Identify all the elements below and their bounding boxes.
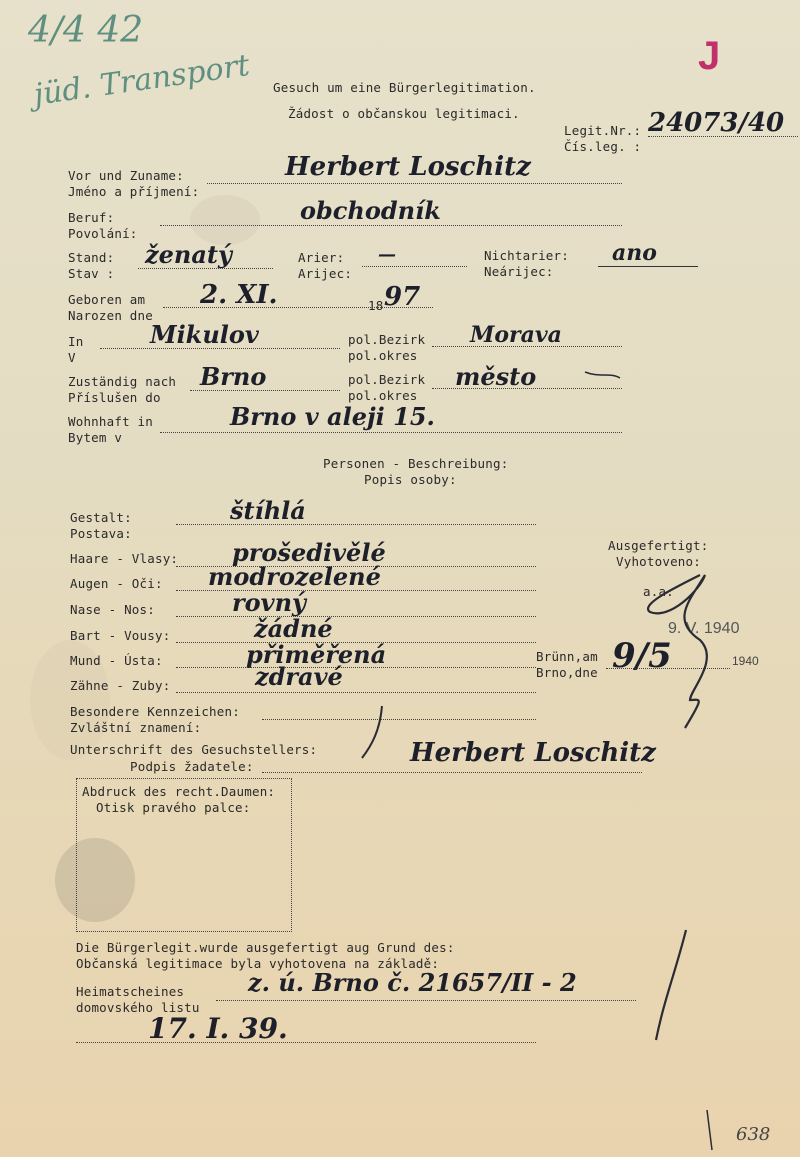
arier-value: — — [378, 244, 396, 265]
in-district-label-de: pol.Bezirk — [348, 332, 426, 347]
corner-number-note: 4/4 42 — [28, 10, 144, 51]
description-heading-de: Personen - Beschreibung: — [323, 456, 509, 471]
zustandig-district-label-cz: pol.okres — [348, 388, 418, 403]
augen-label: Augen - Oči: — [70, 576, 163, 591]
basis-line-cz: Občanská legitimace byla vyhotovena na základě: — [76, 956, 440, 971]
name-value: Herbert Loschitz — [285, 152, 531, 182]
title-de: Gesuch um eine Bürgerlegitimation. — [273, 80, 536, 95]
wohnhaft-value: Brno v aleji 15. — [230, 402, 435, 431]
occupation-value: obchodník — [300, 196, 441, 225]
nichtarier-label-de: Nichtarier: — [484, 248, 569, 263]
gestalt-label-cz: Postava: — [70, 526, 132, 541]
haare-label: Haare - Vlasy: — [70, 551, 179, 566]
description-heading-cz: Popis osoby: — [364, 472, 457, 487]
issue-date-stamp: 9. V. 1940 — [668, 620, 740, 637]
issued-place-de: Brünn,am — [536, 649, 598, 664]
bart-value: žádné — [254, 614, 333, 643]
in-district-label-cz: pol.okres — [348, 348, 418, 363]
in-label-cz: V — [68, 350, 76, 365]
in-district-value: Morava — [470, 322, 562, 348]
status-value: ženatý — [145, 240, 232, 269]
zustandig-district-label-de: pol.Bezirk — [348, 372, 426, 387]
issued-label-de: Ausgefertigt: — [608, 538, 709, 553]
transport-note: jüd. Transport — [31, 47, 252, 113]
name-label-de: Vor und Zuname: — [68, 168, 184, 183]
zustandig-label-de: Zuständig nach — [68, 374, 177, 389]
nichtarier-value: ano — [612, 240, 657, 266]
wohnhaft-label-cz: Bytem v — [68, 430, 123, 445]
issued-place-cz: Brno,dne — [536, 665, 598, 680]
status-label-de: Stand: — [68, 250, 115, 265]
occupation-label-cz: Povolání: — [68, 226, 138, 241]
zahne-label: Zähne - Zuby: — [70, 678, 171, 693]
signature-label-cz: Podpis žadatele: — [130, 759, 254, 774]
arier-label-de: Arier: — [298, 250, 345, 265]
name-label-cz: Jméno a příjmení: — [68, 184, 200, 199]
page-number: 638 — [736, 1124, 771, 1145]
applicant-signature: Herbert Loschitz — [410, 738, 656, 768]
corner-letter-mark: J — [698, 34, 721, 78]
zustandig-value: Brno — [200, 362, 267, 391]
zustandig-district-value: město — [455, 362, 537, 391]
gestalt-value: štíhlá — [230, 496, 306, 525]
born-year-prefix: 18 — [368, 298, 384, 313]
issue-year-stamp: 1940 — [732, 654, 759, 668]
kennzeichen-label-cz: Zvláštní znamení: — [70, 720, 202, 735]
kennzeichen-label-de: Besondere Kennzeichen: — [70, 704, 240, 719]
in-label-de: In — [68, 334, 84, 349]
bart-label: Bart - Vousy: — [70, 628, 171, 643]
occupation-label-de: Beruf: — [68, 210, 115, 225]
mund-value: přiměřená — [246, 640, 387, 669]
basis-value: z. ú. Brno č. 21657/II - 2 — [248, 968, 577, 997]
legit-number: 24073/40 — [648, 108, 785, 138]
nichtarier-label-cz: Neárijec: — [484, 264, 554, 279]
gestalt-label-de: Gestalt: — [70, 510, 132, 525]
born-year-value: 97 — [384, 282, 421, 312]
thumb-label-cz: Otisk pravého palce: — [96, 800, 251, 815]
mund-label: Mund - Ústa: — [70, 653, 163, 668]
issued-aa: a.a. — [643, 584, 674, 599]
basis-line-de: Die Bürgerlegit.wurde ausgefertigt aug Grund des: — [76, 940, 455, 955]
zahne-value: zdravé — [255, 662, 343, 691]
zustandig-label-cz: Příslušen do — [68, 390, 161, 405]
arier-label-cz: Arijec: — [298, 266, 353, 281]
signature-label-de: Unterschrift des Gesuchstellers: — [70, 742, 318, 757]
nase-label: Nase - Nos: — [70, 602, 155, 617]
title-cz: Žádost o občanskou legitimaci. — [288, 106, 520, 121]
legit-label-de: Legit.Nr.: — [564, 123, 642, 138]
wohnhaft-label-de: Wohnhaft in — [68, 414, 153, 429]
issue-date-handwritten: 9/5 — [612, 636, 672, 676]
born-label-de: Geboren am — [68, 292, 146, 307]
born-label-cz: Narozen dne — [68, 308, 153, 323]
status-label-cz: Stav : — [68, 266, 115, 281]
basis-label-cz: domovského listu — [76, 1000, 200, 1015]
thumb-label-de: Abdruck des recht.Daumen: — [82, 784, 276, 799]
basis-label-de: Heimatscheines — [76, 984, 185, 999]
legit-label-cz: Čís.leg. : — [564, 139, 642, 154]
issued-label-cz: Vyhotoveno: — [616, 554, 701, 569]
born-value: 2. XI. — [200, 280, 278, 310]
haare-value: prošedivělé — [232, 538, 386, 567]
basis-date: 17. I. 39. — [148, 1012, 288, 1045]
nase-value: rovný — [232, 588, 306, 617]
in-value: Mikulov — [150, 320, 259, 349]
augen-value: modrozelené — [208, 562, 381, 591]
